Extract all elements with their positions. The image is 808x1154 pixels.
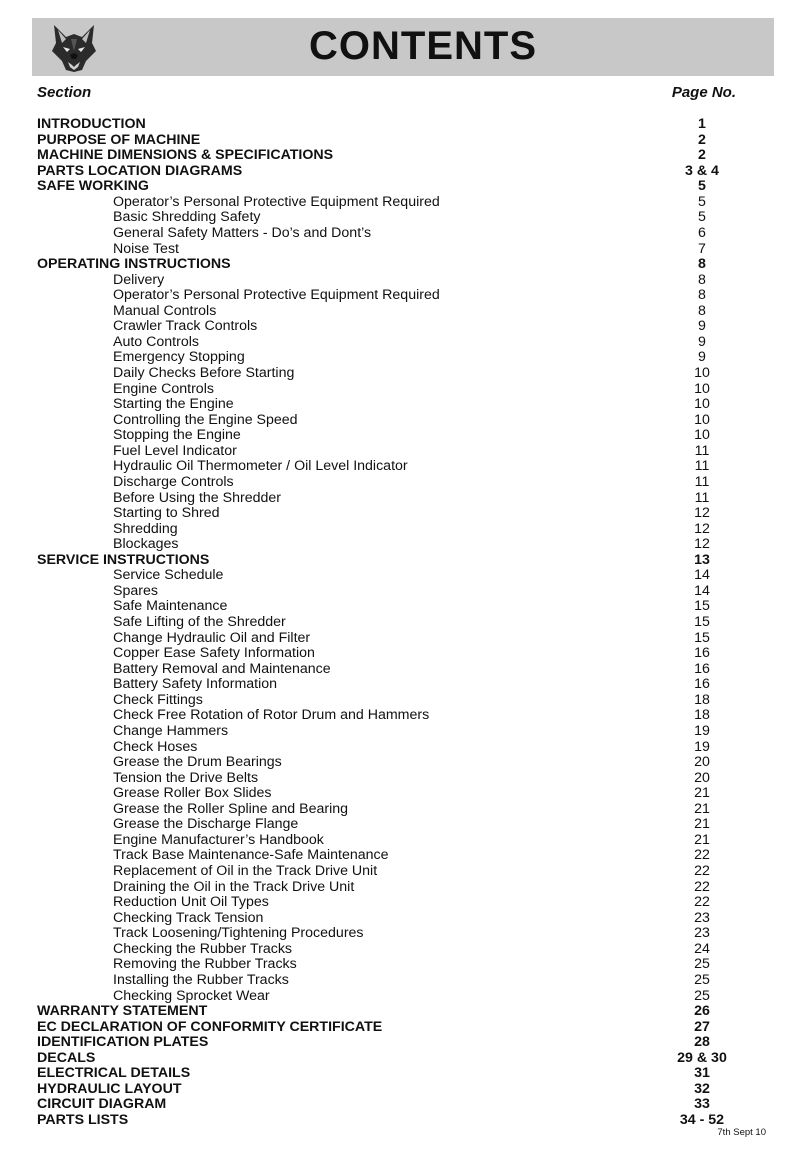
toc-entry-page: 8 bbox=[698, 271, 706, 288]
section-column-header: Section bbox=[37, 84, 92, 101]
toc-entry-title: Fuel Level Indicator bbox=[113, 442, 237, 459]
toc-entry-page: 16 bbox=[694, 660, 710, 677]
toc-section-entry bbox=[37, 164, 737, 180]
toc-entry-title: Tension the Drive Belts bbox=[113, 769, 259, 786]
toc-entry-title: Noise Test bbox=[113, 240, 179, 257]
toc-entry-title: DECALS bbox=[37, 1049, 96, 1066]
toc-entry-title: Check Free Rotation of Rotor Drum and Hammers bbox=[113, 707, 430, 724]
toc-entry-title: Safe Maintenance bbox=[113, 598, 228, 615]
toc-entry-title: Grease the Drum Bearings bbox=[113, 754, 282, 771]
toc-entry-page: 14 bbox=[694, 582, 710, 599]
toc-section-entry bbox=[37, 133, 737, 149]
toc-entry-title: Grease Roller Box Slides bbox=[113, 785, 272, 802]
toc-entry-title: Stopping the Engine bbox=[113, 427, 241, 444]
toc-entry-title: Starting the Engine bbox=[113, 396, 234, 413]
toc-entry-title: SERVICE INSTRUCTIONS bbox=[37, 551, 210, 568]
toc-entry-title: Discharge Controls bbox=[113, 473, 234, 490]
toc-subsection-entry bbox=[37, 584, 737, 600]
toc-entry-title: Installing the Rubber Tracks bbox=[113, 971, 289, 988]
toc-entry-page: 25 bbox=[694, 956, 710, 973]
toc-entry-page: 18 bbox=[694, 691, 710, 708]
toc-subsection-entry bbox=[37, 413, 737, 429]
toc-entry-title: EC DECLARATION OF CONFORMITY CERTIFICATE bbox=[37, 1018, 383, 1035]
toc-subsection-entry bbox=[37, 568, 737, 584]
toc-entry-page: 16 bbox=[694, 676, 710, 693]
toc-entry-title: Battery Removal and Maintenance bbox=[113, 660, 331, 677]
toc-entry-title: SAFE WORKING bbox=[37, 178, 149, 195]
toc-entry-page: 32 bbox=[694, 1080, 710, 1097]
toc-subsection-entry bbox=[37, 382, 737, 398]
toc-entry-page: 19 bbox=[694, 738, 710, 755]
toc-entry-page: 15 bbox=[694, 598, 710, 615]
toc-entry-page: 28 bbox=[694, 1034, 710, 1051]
toc-section-entry bbox=[37, 148, 737, 164]
toc-entry-page: 26 bbox=[694, 1003, 710, 1020]
toc-entry-page: 13 bbox=[694, 551, 710, 568]
toc-entry-title: Controlling the Engine Speed bbox=[113, 411, 298, 428]
toc-entry-title: Spares bbox=[113, 582, 158, 599]
toc-entry-page: 21 bbox=[694, 831, 710, 848]
toc-entry-page: 5 bbox=[698, 193, 706, 210]
toc-entry-title: Service Schedule bbox=[113, 567, 224, 584]
toc-entry-page: 9 bbox=[698, 333, 706, 350]
toc-entry-page: 2 bbox=[698, 147, 706, 164]
toc-entry-page: 12 bbox=[694, 536, 710, 553]
toc-entry-title: IDENTIFICATION PLATES bbox=[37, 1034, 209, 1051]
toc-subsection-entry bbox=[37, 942, 737, 958]
toc-entry-title: Operator’s Personal Protective Equipment Required bbox=[113, 193, 440, 210]
toc-entry-title: PARTS LISTS bbox=[37, 1112, 129, 1128]
toc-entry-title: Track Loosening/Tightening Procedures bbox=[113, 925, 364, 942]
toc-section-entry bbox=[37, 1051, 737, 1067]
page-title: CONTENTS bbox=[309, 24, 537, 68]
toc-section-entry bbox=[37, 1097, 737, 1113]
toc-entry-title: Before Using the Shredder bbox=[113, 489, 281, 506]
toc-entry-title: Delivery bbox=[113, 271, 165, 288]
toc-subsection-entry bbox=[37, 506, 737, 522]
toc-entry-page: 1 bbox=[698, 116, 706, 132]
toc-subsection-entry bbox=[37, 444, 737, 460]
toc-entry-title: WARRANTY STATEMENT bbox=[37, 1003, 208, 1020]
toc-entry-title: Checking Sprocket Wear bbox=[113, 987, 270, 1004]
toc-entry-title: Basic Shredding Safety bbox=[113, 209, 261, 226]
toc-entry-page: 12 bbox=[694, 520, 710, 537]
toc-entry-title: HYDRAULIC LAYOUT bbox=[37, 1080, 182, 1097]
toc-subsection-entry bbox=[37, 615, 737, 631]
toc-section-entry bbox=[37, 1035, 737, 1051]
toc-entry-page: 23 bbox=[694, 909, 710, 926]
toc-entry-title: Emergency Stopping bbox=[113, 349, 245, 366]
toc-entry-title: Crawler Track Controls bbox=[113, 318, 258, 335]
toc-subsection-entry bbox=[37, 646, 737, 662]
toc-entry-page: 23 bbox=[694, 925, 710, 942]
toc-entry-title: Check Fittings bbox=[113, 691, 203, 708]
toc-subsection-entry bbox=[37, 428, 737, 444]
toc-entry-title: INTRODUCTION bbox=[37, 116, 146, 132]
toc-subsection-entry bbox=[37, 755, 737, 771]
toc-subsection-entry bbox=[37, 491, 737, 507]
toc-section-entry bbox=[37, 1066, 737, 1082]
toc-subsection-entry bbox=[37, 848, 737, 864]
toc-subsection-entry bbox=[37, 210, 737, 226]
toc-subsection-entry bbox=[37, 895, 737, 911]
toc-subsection-entry bbox=[37, 662, 737, 678]
toc-entry-title: ELECTRICAL DETAILS bbox=[37, 1065, 191, 1082]
toc-entry-page: 10 bbox=[694, 427, 710, 444]
toc-subsection-entry bbox=[37, 319, 737, 335]
toc-subsection-entry bbox=[37, 242, 737, 258]
toc-section-entry bbox=[37, 117, 737, 133]
toc-entry-title: Copper Ease Safety Information bbox=[113, 645, 315, 662]
toc-entry-title: Grease the Discharge Flange bbox=[113, 816, 299, 833]
toc-section-entry bbox=[37, 1082, 737, 1098]
toc-entry-page: 11 bbox=[694, 458, 710, 475]
toc-entry-title: Grease the Roller Spline and Bearing bbox=[113, 800, 349, 817]
toc-entry-page: 5 bbox=[698, 178, 706, 195]
toc-entry-page: 8 bbox=[698, 287, 706, 304]
toc-entry-title: Starting to Shred bbox=[113, 505, 220, 522]
toc-entry-page: 10 bbox=[694, 396, 710, 413]
toc-entry-page: 16 bbox=[694, 645, 710, 662]
toc-entry-title: Checking Track Tension bbox=[113, 909, 264, 926]
toc-entry-title: Operator’s Personal Protective Equipment Required bbox=[113, 287, 440, 304]
toc-entry-title: Draining the Oil in the Track Drive Unit bbox=[113, 878, 355, 895]
toc-entry-title: Removing the Rubber Tracks bbox=[113, 956, 297, 973]
toc-entry-title: Blockages bbox=[113, 536, 179, 553]
toc-entry-title: Check Hoses bbox=[113, 738, 198, 755]
toc-entry-page: 22 bbox=[694, 847, 710, 864]
toc-subsection-entry bbox=[37, 522, 737, 538]
toc-subsection-entry bbox=[37, 335, 737, 351]
toc-subsection-entry bbox=[37, 366, 737, 382]
toc-entry-page: 7 bbox=[698, 240, 706, 257]
toc-subsection-entry bbox=[37, 989, 737, 1005]
toc-entry-page: 25 bbox=[694, 987, 710, 1004]
toc-entry-title: Safe Lifting of the Shredder bbox=[113, 614, 286, 630]
toc-subsection-entry bbox=[37, 740, 737, 756]
toc-entry-page: 24 bbox=[694, 940, 710, 957]
toc-entry-page: 33 bbox=[694, 1096, 710, 1113]
footer-date: 7th Sept 10 bbox=[717, 1127, 766, 1138]
toc-subsection-entry bbox=[37, 475, 737, 491]
toc-entry-page: 10 bbox=[694, 380, 710, 397]
toc-subsection-entry bbox=[37, 957, 737, 973]
toc-entry-title: CIRCUIT DIAGRAM bbox=[37, 1096, 167, 1113]
toc-entry-page: 27 bbox=[694, 1018, 710, 1035]
page-number-column-header: Page No. bbox=[671, 84, 736, 101]
toc-entry-title: Engine Controls bbox=[113, 380, 214, 397]
toc-entry-page: 20 bbox=[694, 769, 710, 786]
toc-entry-page: 20 bbox=[694, 754, 710, 771]
toc-subsection-entry bbox=[37, 288, 737, 304]
toc-entry-page: 15 bbox=[694, 629, 710, 646]
toc-entry-title: Reduction Unit Oil Types bbox=[113, 894, 269, 911]
toc-section-entry bbox=[37, 1004, 737, 1020]
toc-entry-title: Shredding bbox=[113, 520, 178, 537]
toc-section-entry bbox=[37, 1113, 737, 1129]
toc-entry-page: 9 bbox=[698, 349, 706, 366]
toc-subsection-entry bbox=[37, 973, 737, 989]
toc-entry-page: 22 bbox=[694, 878, 710, 895]
toc-entry-title: Track Base Maintenance-Safe Maintenance bbox=[113, 847, 389, 864]
toc-subsection-entry bbox=[37, 304, 737, 320]
toc-subsection-entry bbox=[37, 599, 737, 615]
toc-entry-page: 15 bbox=[694, 614, 710, 630]
toc-entry-title: OPERATING INSTRUCTIONS bbox=[37, 256, 231, 273]
toc-entry-page: 21 bbox=[694, 800, 710, 817]
toc-entry-page: 12 bbox=[694, 505, 710, 522]
toc-subsection-entry bbox=[37, 911, 737, 927]
toc-entry-title: General Safety Matters - Do’s and Dont’s bbox=[113, 224, 372, 241]
toc-subsection-entry bbox=[37, 459, 737, 475]
toc-subsection-entry bbox=[37, 771, 737, 787]
toc-section-entry bbox=[37, 553, 737, 569]
toc-entry-title: PARTS LOCATION DIAGRAMS bbox=[37, 162, 243, 179]
toc-subsection-entry bbox=[37, 880, 737, 896]
toc-entry-page: 10 bbox=[694, 411, 710, 428]
toc-entry-page: 21 bbox=[694, 816, 710, 833]
toc-entry-page: 19 bbox=[694, 722, 710, 739]
toc-subsection-entry bbox=[37, 350, 737, 366]
toc-subsection-entry bbox=[37, 786, 737, 802]
toc-subsection-entry bbox=[37, 226, 737, 242]
toc-subsection-entry bbox=[37, 926, 737, 942]
toc-entry-page: 31 bbox=[694, 1065, 710, 1082]
toc-subsection-entry bbox=[37, 273, 737, 289]
toc-entry-page: 5 bbox=[698, 209, 706, 226]
toc-entry-page: 8 bbox=[698, 256, 706, 273]
toc-subsection-entry bbox=[37, 724, 737, 740]
toc-entry-title: MACHINE DIMENSIONS & SPECIFICATIONS bbox=[37, 147, 334, 164]
toc-entry-page: 14 bbox=[694, 567, 710, 584]
toc-entry-title: Checking the Rubber Tracks bbox=[113, 940, 293, 957]
toc-subsection-entry bbox=[37, 833, 737, 849]
toc-subsection-entry bbox=[37, 195, 737, 211]
toc-section-entry bbox=[37, 1020, 737, 1036]
toc-entry-page: 22 bbox=[694, 863, 710, 879]
toc-entry-title: Change Hydraulic Oil and Filter bbox=[113, 629, 311, 646]
toc-section-entry bbox=[37, 179, 737, 195]
toc-entry-title: Battery Safety Information bbox=[113, 676, 278, 693]
toc-entry-page: 11 bbox=[694, 473, 710, 490]
toc-entry-title: Replacement of Oil in the Track Drive Unit bbox=[113, 863, 378, 879]
toc-entry-page: 9 bbox=[698, 318, 706, 335]
toc-entry-title: Engine Manufacturer’s Handbook bbox=[113, 831, 324, 848]
toc-subsection-entry bbox=[37, 677, 737, 693]
toc-entry-page: 2 bbox=[698, 131, 706, 148]
toc-entry-page: 34 - 52 bbox=[679, 1112, 725, 1128]
toc-entry-title: Hydraulic Oil Thermometer / Oil Level Indicator bbox=[113, 458, 408, 475]
toc-entry-title: Change Hammers bbox=[113, 722, 229, 739]
toc-subsection-entry bbox=[37, 537, 737, 553]
toc-entry-page: 18 bbox=[694, 707, 710, 724]
header-bar bbox=[32, 18, 774, 76]
toc-subsection-entry bbox=[37, 708, 737, 724]
toc-entry-page: 25 bbox=[694, 971, 710, 988]
toc-entry-page: 3 & 4 bbox=[685, 162, 719, 179]
toc-subsection-entry bbox=[37, 397, 737, 413]
toc-entry-page: 11 bbox=[694, 489, 710, 506]
toc-subsection-entry bbox=[37, 817, 737, 833]
toc-entry-page: 6 bbox=[698, 224, 706, 241]
toc-subsection-entry bbox=[37, 864, 737, 880]
toc-entry-page: 8 bbox=[698, 302, 706, 319]
toc-entry-title: Manual Controls bbox=[113, 302, 217, 319]
toc-entry-title: Auto Controls bbox=[113, 333, 199, 350]
toc-entry-page: 21 bbox=[694, 785, 710, 802]
toc-entry-page: 11 bbox=[694, 442, 710, 459]
toc-subsection-entry bbox=[37, 631, 737, 647]
toc-entry-title: PURPOSE OF MACHINE bbox=[37, 131, 201, 148]
toc-subsection-entry bbox=[37, 802, 737, 818]
toc-entry-page: 10 bbox=[694, 365, 710, 381]
toc-entry-page: 29 & 30 bbox=[677, 1049, 727, 1066]
toc-entry-page: 22 bbox=[694, 894, 710, 911]
toc-section-entry bbox=[37, 257, 737, 273]
table-of-contents bbox=[37, 117, 737, 1129]
toc-subsection-entry bbox=[37, 693, 737, 709]
toc-entry-title: Daily Checks Before Starting bbox=[113, 365, 295, 381]
